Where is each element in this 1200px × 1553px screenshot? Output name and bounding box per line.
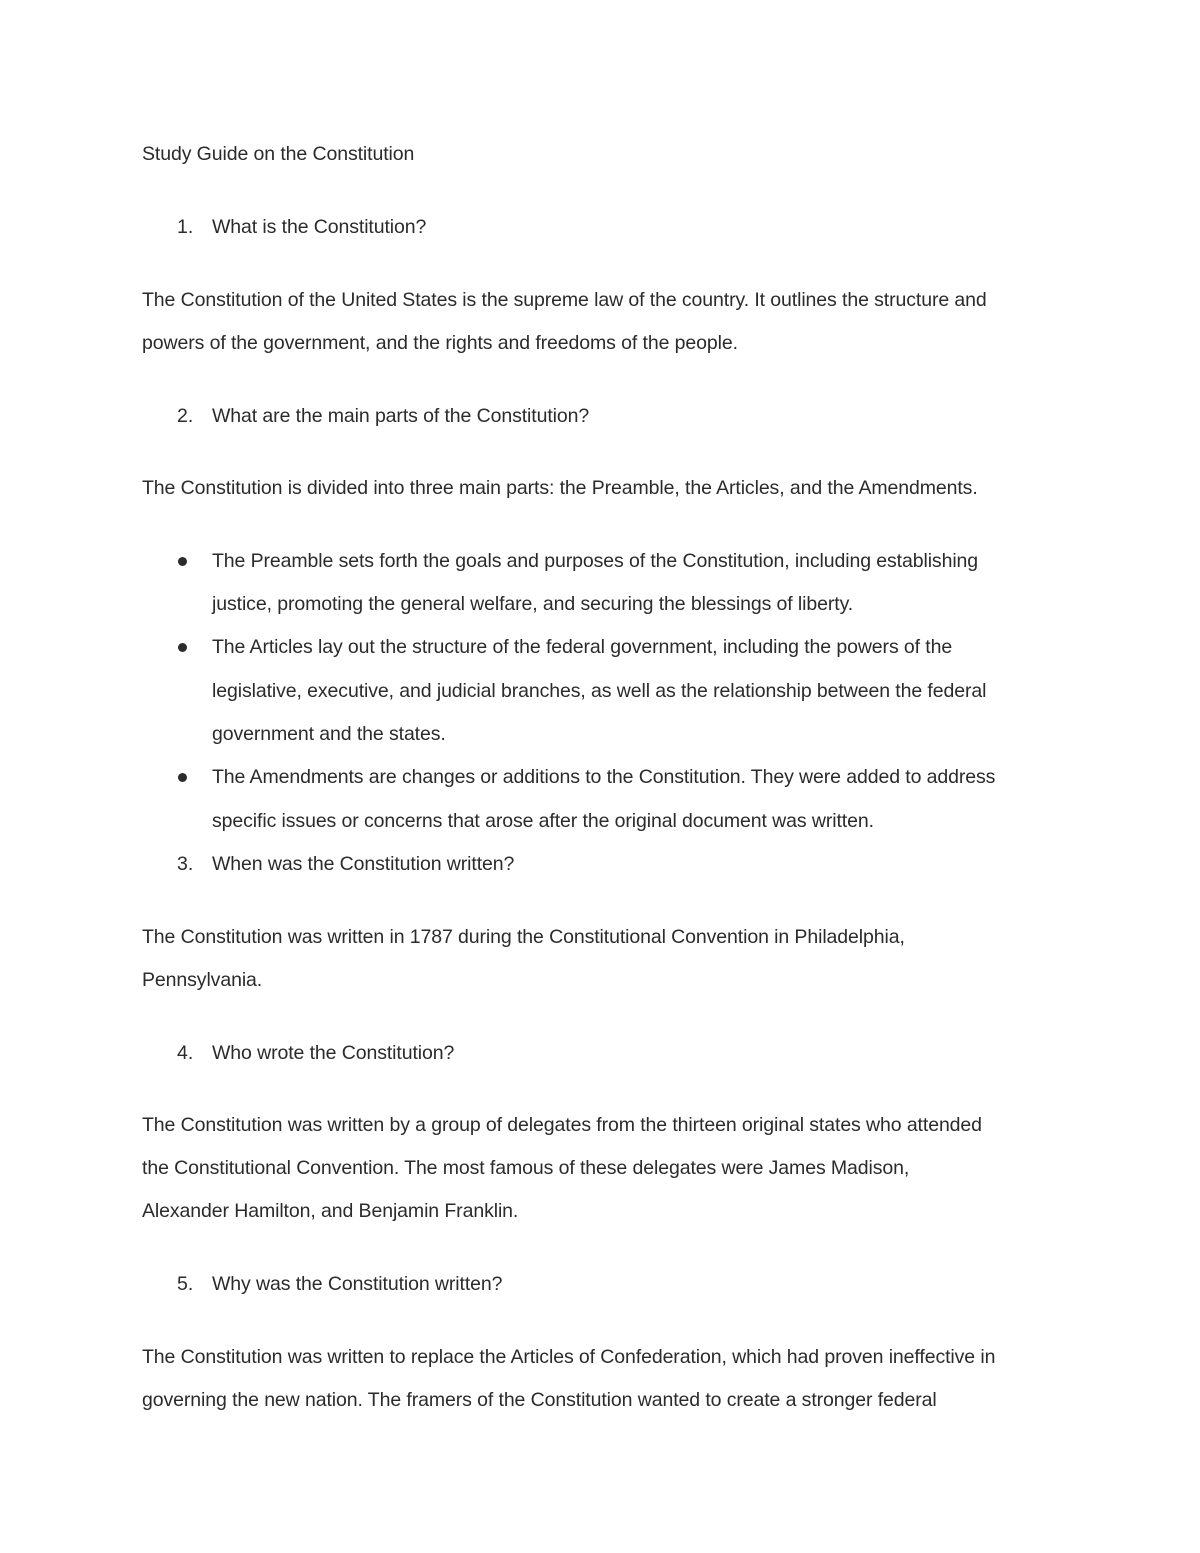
question-text: When was the Constitution written?: [212, 853, 515, 875]
answer-line: The Constitution is divided into three main parts: the Preamble, the Articles, and the Amendments.: [142, 477, 978, 499]
bullet-point: [178, 773, 187, 782]
question-text: Why was the Constitution written?: [212, 1273, 503, 1295]
answer-line: The Constitution of the United States is the supreme law of the country. It outlines the structure and: [142, 289, 987, 311]
bullet-point: [178, 557, 187, 566]
answer-line: powers of the government, and the rights and freedoms of the people.: [142, 332, 738, 354]
question-number: 3.: [177, 853, 194, 875]
question-number: 5.: [177, 1273, 194, 1295]
question-text: Who wrote the Constitution?: [212, 1042, 455, 1064]
document-title: Study Guide on the Constitution: [142, 143, 415, 165]
question-number: 1.: [177, 216, 194, 238]
answer-line: the Constitutional Convention. The most famous of these delegates were James Madison,: [142, 1157, 910, 1179]
question-number: 4.: [177, 1042, 194, 1064]
question-text: What is the Constitution?: [212, 216, 427, 238]
answer-line: Pennsylvania.: [142, 969, 263, 991]
answer-line: Alexander Hamilton, and Benjamin Franklin.: [142, 1200, 519, 1222]
bullet-line: government and the states.: [212, 723, 446, 745]
answer-line: The Constitution was written in 1787 during the Constitutional Convention in Philadelphia,: [142, 926, 905, 948]
bullet-line: legislative, executive, and judicial branches, as well as the relationship between the federal: [212, 680, 987, 702]
bullet-line: specific issues or concerns that arose after the original document was written.: [212, 810, 874, 832]
bullet-point: [178, 643, 187, 652]
answer-line: governing the new nation. The framers of the Constitution wanted to create a stronger federal: [142, 1389, 937, 1411]
bullet-line: The Amendments are changes or additions to the Constitution. They were added to address: [212, 766, 996, 788]
answer-line: The Constitution was written to replace the Articles of Confederation, which had proven ineffective in: [142, 1346, 996, 1368]
bullet-line: justice, promoting the general welfare, and securing the blessings of liberty.: [212, 593, 854, 615]
bullet-line: The Articles lay out the structure of the federal government, including the powers of the: [212, 636, 953, 658]
answer-line: The Constitution was written by a group of delegates from the thirteen original states who attended: [142, 1114, 982, 1136]
bullet-line: The Preamble sets forth the goals and purposes of the Constitution, including establishing: [212, 550, 979, 572]
question-number: 2.: [177, 405, 194, 427]
question-text: What are the main parts of the Constitution?: [212, 405, 590, 427]
